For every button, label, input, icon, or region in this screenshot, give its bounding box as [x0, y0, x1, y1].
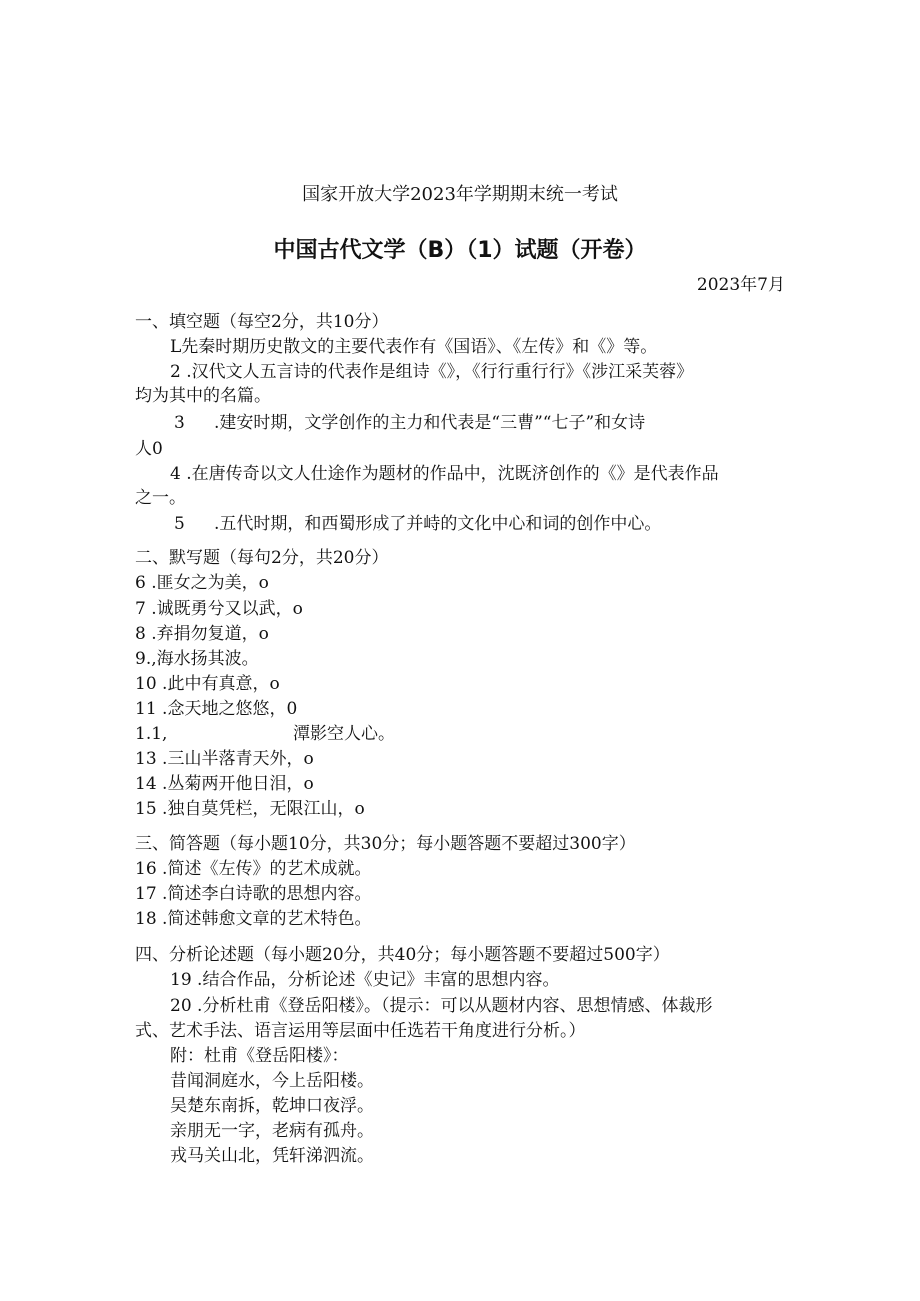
question-13: 13 .三山半落青天外，o — [135, 749, 314, 769]
question-3: .建安时期，文学创作的主力和代表是“三曹”“七子”和女诗 — [214, 413, 646, 433]
section-heading: 二、默写题（每句2分，共20分） — [135, 548, 389, 568]
exam-date: 2023年7月 — [696, 275, 785, 295]
question-12-number: 1.1, — [135, 724, 168, 744]
question-4: 4 .在唐传奇以文人仕途作为题材的作品中，沈既济创作的《》是代表作品 — [170, 464, 719, 484]
question-4-cont: 之一。 — [135, 488, 186, 508]
section-heading: 三、简答题（每小题10分，共30分；每小题答题不要超过300字） — [135, 834, 636, 854]
question-9: 9.,海水扬其波。 — [135, 649, 259, 669]
question-19: 19 .结合作品，分析论述《史记》丰富的思想内容。 — [170, 970, 560, 990]
question-5-number: 5 — [174, 514, 185, 534]
poem-line: 昔闻洞庭水，今上岳阳楼。 — [170, 1071, 374, 1091]
question-18: 18 .简述韩愈文章的艺术特色。 — [135, 909, 372, 929]
question-20-cont: 式、艺术手法、语言运用等层面中任选若干角度进行分析。） — [135, 1021, 586, 1041]
exam-title: 中国古代文学（B）（1）试题（开卷） — [273, 238, 647, 263]
question-1: L先秦时期历史散文的主要代表作有《国语》、《左传》和《》等。 — [170, 337, 658, 357]
section-heading: 一、填空题（每空2分，共10分） — [135, 312, 389, 332]
question-20: 20 .分析杜甫《登岳阳楼》。（提示：可以从题材内容、思想情感、体裁形 — [170, 996, 713, 1016]
question-5: .五代时期，和西蜀形成了并峙的文化中心和词的创作中心。 — [214, 514, 662, 534]
question-11: 11 .念天地之悠悠，0 — [135, 699, 298, 719]
question-12: 潭影空人心。 — [293, 724, 395, 744]
question-7: 7 .诚既勇兮又以武，o — [135, 599, 303, 619]
question-6: 6 .匪女之为美，o — [135, 573, 269, 593]
question-10: 10 .此中有真意，o — [135, 674, 280, 694]
question-17: 17 .简述李白诗歌的思想内容。 — [135, 884, 372, 904]
poem-line: 戎马关山北，凭轩涕泗流。 — [170, 1146, 374, 1166]
question-8: 8 .弃捐勿复道，o — [135, 624, 269, 644]
question-14: 14 .丛菊两开他日泪，o — [135, 774, 314, 794]
question-16: 16 .简述《左传》的艺术成就。 — [135, 859, 372, 879]
question-3-cont: 人0 — [135, 439, 163, 459]
poem-line: 亲朋无一字，老病有孤舟。 — [170, 1121, 374, 1141]
question-2: 2 .汉代文人五言诗的代表作是组诗《》，《行行重行行》《涉江采芙蓉》 — [170, 362, 694, 382]
poem-line: 吴楚东南拆，乾坤口夜浮。 — [170, 1096, 374, 1116]
question-2-cont: 均为其中的名篇。 — [135, 386, 271, 406]
section-heading: 四、分析论述题（每小题20分，共40分；每小题答题不要超过500字） — [135, 945, 670, 965]
question-15: 15 .独自莫凭栏，无限江山，o — [135, 799, 365, 819]
question-3-number: 3 — [174, 413, 185, 433]
poem-label: 附：杜甫《登岳阳楼》： — [170, 1046, 349, 1066]
exam-header: 国家开放大学2023年学期期末统一考试 — [302, 184, 618, 205]
